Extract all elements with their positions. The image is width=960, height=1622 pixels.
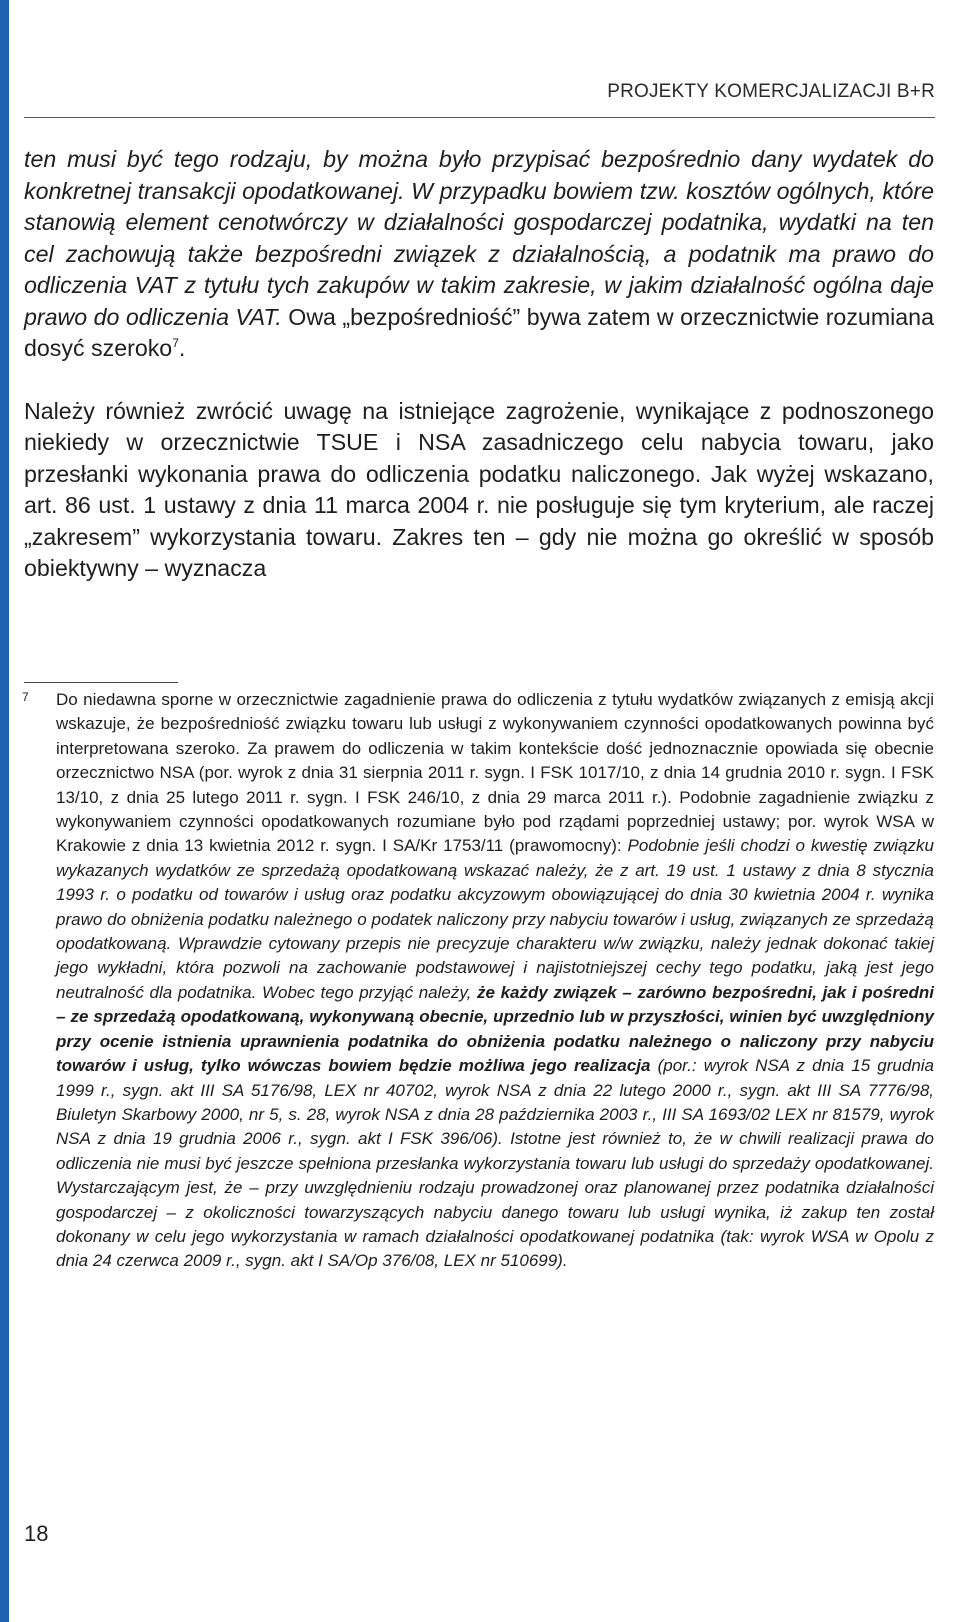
footnote-quote-end: (por.: wyrok NSA z dnia 15 grudnia 1999 r., sygn. akt III SA 5176/98, LEX nr 40702, wyrok NSA z dnia 22 lutego 2000 r., sygn. akt III SA 7776/98, Biuletyn Skarbowy 2000, nr 5, s. 28, wyrok NSA z dnia 28 października 2003 r., III SA 1693/02 LEX nr 81579, wyrok NSA z dnia 19 grudnia 2006 r., sygn. akt I FSK 396/06). Istotne jest również to, że w chwili realizacji prawa do odliczenia nie musi być jeszcze spełniona przesłanka wykorzystania towaru lub usługi do sprzedaży opodatkowanej. Wystarczającym jest, że – przy uwzględnieniu rodzaju prowadzonej oraz planowanej przez podatnika działalności gospodarczej – z okoliczności towarzyszących nabyciu danego towaru lub usługi wynika, iż zakup ten został dokonany w celu jego wykorzystania w ramach działalności opodatkowanej podatnika (tak: wyrok WSA w Opolu z dnia 24 czerwca 2009 r., sygn. akt I SA/Op 376/08, LEX nr 510699).: [56, 1056, 935, 1271]
footnote-text-1: Do niedawna sporne w orzecznictwie zagadnienie prawa do odliczenia z tytułu wydatków związanych z emisją akcji wskazuje, że bezpośredniość związku towaru lub usługi z wykonywaniem czynności opodatkowanych powinna być interpretowana szeroko. Za prawem do odliczenia w takim kontekście dość jednoznacznie opowiada się obecnie orzecznictwo NSA (por. wyrok z dnia 31 sierpnia 2011 r. sygn. I FSK 1017/10, z dnia 14 grudnia 2010 r. sygn. I FSK 13/10, z dnia 25 lutego 2011 r. sygn. I FSK 246/10, z dnia 29 marca 2011 r.). Podobnie zagadnienie związku z wykonywaniem czynności opodatkowanych rozumiane było pod rządami poprzedniej ustawy; por. wyrok WSA w Krakowie z dnia 13 kwietnia 2012 r. sygn. I SA/Kr 1753/11 (prawomocny):: [56, 690, 934, 856]
main-text: [24, 144, 934, 585]
page-number: 18: [24, 1521, 49, 1546]
accent-bar: [0, 0, 9, 1622]
footnote-number: 7: [22, 690, 29, 704]
paragraph-1: [24, 144, 934, 365]
footnote-ref[interactable]: 7: [172, 336, 179, 350]
footnote-rule: [24, 682, 178, 683]
footnote-text: [56, 688, 934, 1274]
header-rule: [24, 117, 935, 118]
paragraph-1-end: .: [178, 335, 186, 361]
running-header: PROJEKTY KOMERCJALIZACJI B+R: [607, 81, 935, 102]
paragraph-1-italic: ten musi być tego rodzaju, by można było przypisać bezpośrednio dany wydatek do konkretnej transakcji opodatkowanej. W przypadku bowiem tzw. kosztów ogólnych, które stanowią element cenotwórczy w działalności gospodarczej podatnika, wydatki na ten cel zachowują także bezpośredni związek z działalnością, a podatnik ma prawo do odliczenia VAT z tytułu tych zakupów w takim zakresie, w jakim działalność ogólna daje prawo do odliczenia VAT.: [24, 146, 934, 330]
paragraph-1-rest: Owa „bezpośredniość” bywa zatem w orzecznictwie rozumiana dosyć szeroko: [24, 303, 934, 361]
paragraph-2: Należy również zwrócić uwagę na istniejące zagrożenie, wynikające z podnoszonego niekiedy w orzecznictwie TSUE i NSA zasadniczego celu nabycia towaru, jako przesłanki wykonania prawa do odliczenia podatku naliczonego. Jak wyżej wskazano, art. 86 ust. 1 ustawy z dnia 11 marca 2004 r. nie posługuje się tym kryterium, ale raczej „zakresem” wykorzystania towaru. Zakres ten – gdy nie można go określić w sposób obiektywny – wyznacza: [24, 397, 934, 581]
footnote-quote: Podobnie jeśli chodzi o kwestię związku wykazanych wydatków ze sprzedażą opodatkowaną wskazać należy, że z art. 19 ust. 1 ustawy z dnia 8 stycznia 1993 r. o podatku od towarów i usług oraz podatku akcyzowym obowiązującej do dnia 30 kwietnia 2004 r. wynika prawo do obniżenia podatku należnego o podatek naliczony przy nabyciu towarów i usług, związanych ze sprzedażą opodatkowaną. Wprawdzie cytowany przepis nie precyzuje charakteru w/w związku, należy jednak dokonać takiej jego wykładni, która pozwoli na zachowanie podstawowej i najistotniejszej cechy tego podatku, jaką jest jego neutralność dla podatnika. Wobec tego przyjąć należy,: [56, 836, 934, 1002]
footnote-quote-emphasis: że każdy związek – zarówno bezpośredni, jak i pośredni – ze sprzedażą opodatkowaną, wykonywaną obecnie, uprzednio lub w przyszłości, winien być uwzględniony przy ocenie istnienia uprawnienia podatnika do obniżenia podatku należnego o naliczony przy nabyciu towarów i usług, tylko wówczas bowiem będzie możliwa jego realizacja: [56, 982, 934, 1076]
